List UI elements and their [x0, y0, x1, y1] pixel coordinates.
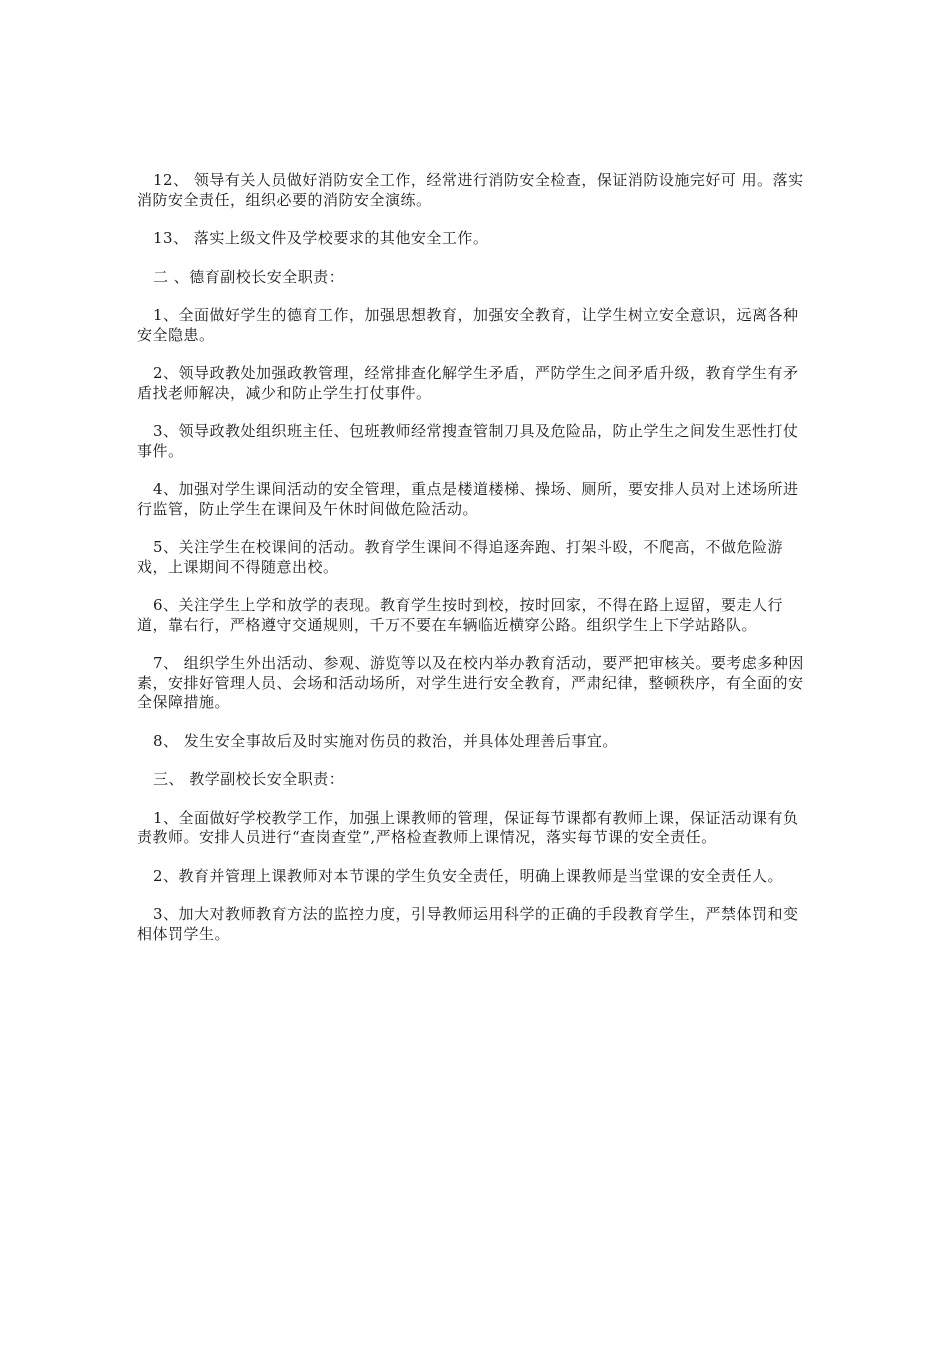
paragraph-moral-3: 3、领导政教处组织班主任、包班教师经常搜查管制刀具及危险品，防止学生之间发生恶性打仗事件。 [137, 422, 799, 460]
paragraph-moral-5: 5、关注学生在校课间的活动。教育学生课间不得追逐奔跑、打架斗殴，不爬高，不做危险游戏，上课期间不得随意出校。 [137, 538, 784, 576]
paragraph-moral-1: 1、全面做好学生的德育工作，加强思想教育，加强安全教育，让学生树立安全意识，远离各种安全隐患。 [137, 306, 799, 344]
paragraph-moral-2: 2、领导政教处加强政教管理，经常排查化解学生矛盾，严防学生之间矛盾升级，教育学生有矛盾找老师解决，减少和防止学生打仗事件。 [137, 364, 799, 402]
paragraph-moral-7: 7、 组织学生外出活动、参观、游览等以及在校内举办教育活动，要严把审核关。要考虑多种因素，安排好管理人员、会场和活动场所，对学生进行安全教育，严肃纪律，整顿秩序，有全面的安全保障措施。 [137, 654, 804, 711]
document-body [137, 171, 807, 963]
paragraph-item-13: 13、 落实上级文件及学校要求的其他安全工作。 [153, 229, 489, 247]
paragraph-teaching-1: 1、全面做好学校教学工作，加强上课教师的管理，保证每节课都有教师上课，保证活动课有负责教师。安排人员进行“查岗查堂”,严格检查教师上课情况，落实每节课的安全责任。 [137, 808, 799, 846]
section-heading-moral-vice-principal: 二 、德育副校长安全职责： [153, 267, 345, 286]
section-heading-teaching-vice-principal: 三、 教学副校长安全职责： [153, 770, 345, 788]
paragraph-teaching-3: 3、加大对教师教育方法的监控力度，引导教师运用科学的正确的手段教育学生，严禁体罚和变相体罚学生。 [137, 905, 799, 943]
paragraph-moral-4: 4、加强对学生课间活动的安全管理，重点是楼道楼梯、操场、厕所，要安排人员对上述场所进行监管，防止学生在课间及午休时间做危险活动。 [137, 480, 799, 518]
paragraph-moral-6: 6、关注学生上学和放学的表现。教育学生按时到校，按时回家，不得在路上逗留，要走人行道，靠右行，严格遵守交通规则，千万不要在车辆临近横穿公路。组织学生上下学站路队。 [137, 596, 784, 634]
paragraph-moral-8: 8、 发生安全事故后及时实施对伤员的救治，并具体处理善后事宜。 [153, 731, 618, 750]
paragraph-item-12: 12、 领导有关人员做好消防安全工作，经常进行消防安全检查，保证消防设施完好可 用。落实消防安全责任，组织必要的消防安全演练。 [137, 171, 804, 209]
paragraph-teaching-2: 2、教育并管理上课教师对本节课的学生负安全责任，明确上课教师是当堂课的安全责任人。 [153, 866, 784, 885]
